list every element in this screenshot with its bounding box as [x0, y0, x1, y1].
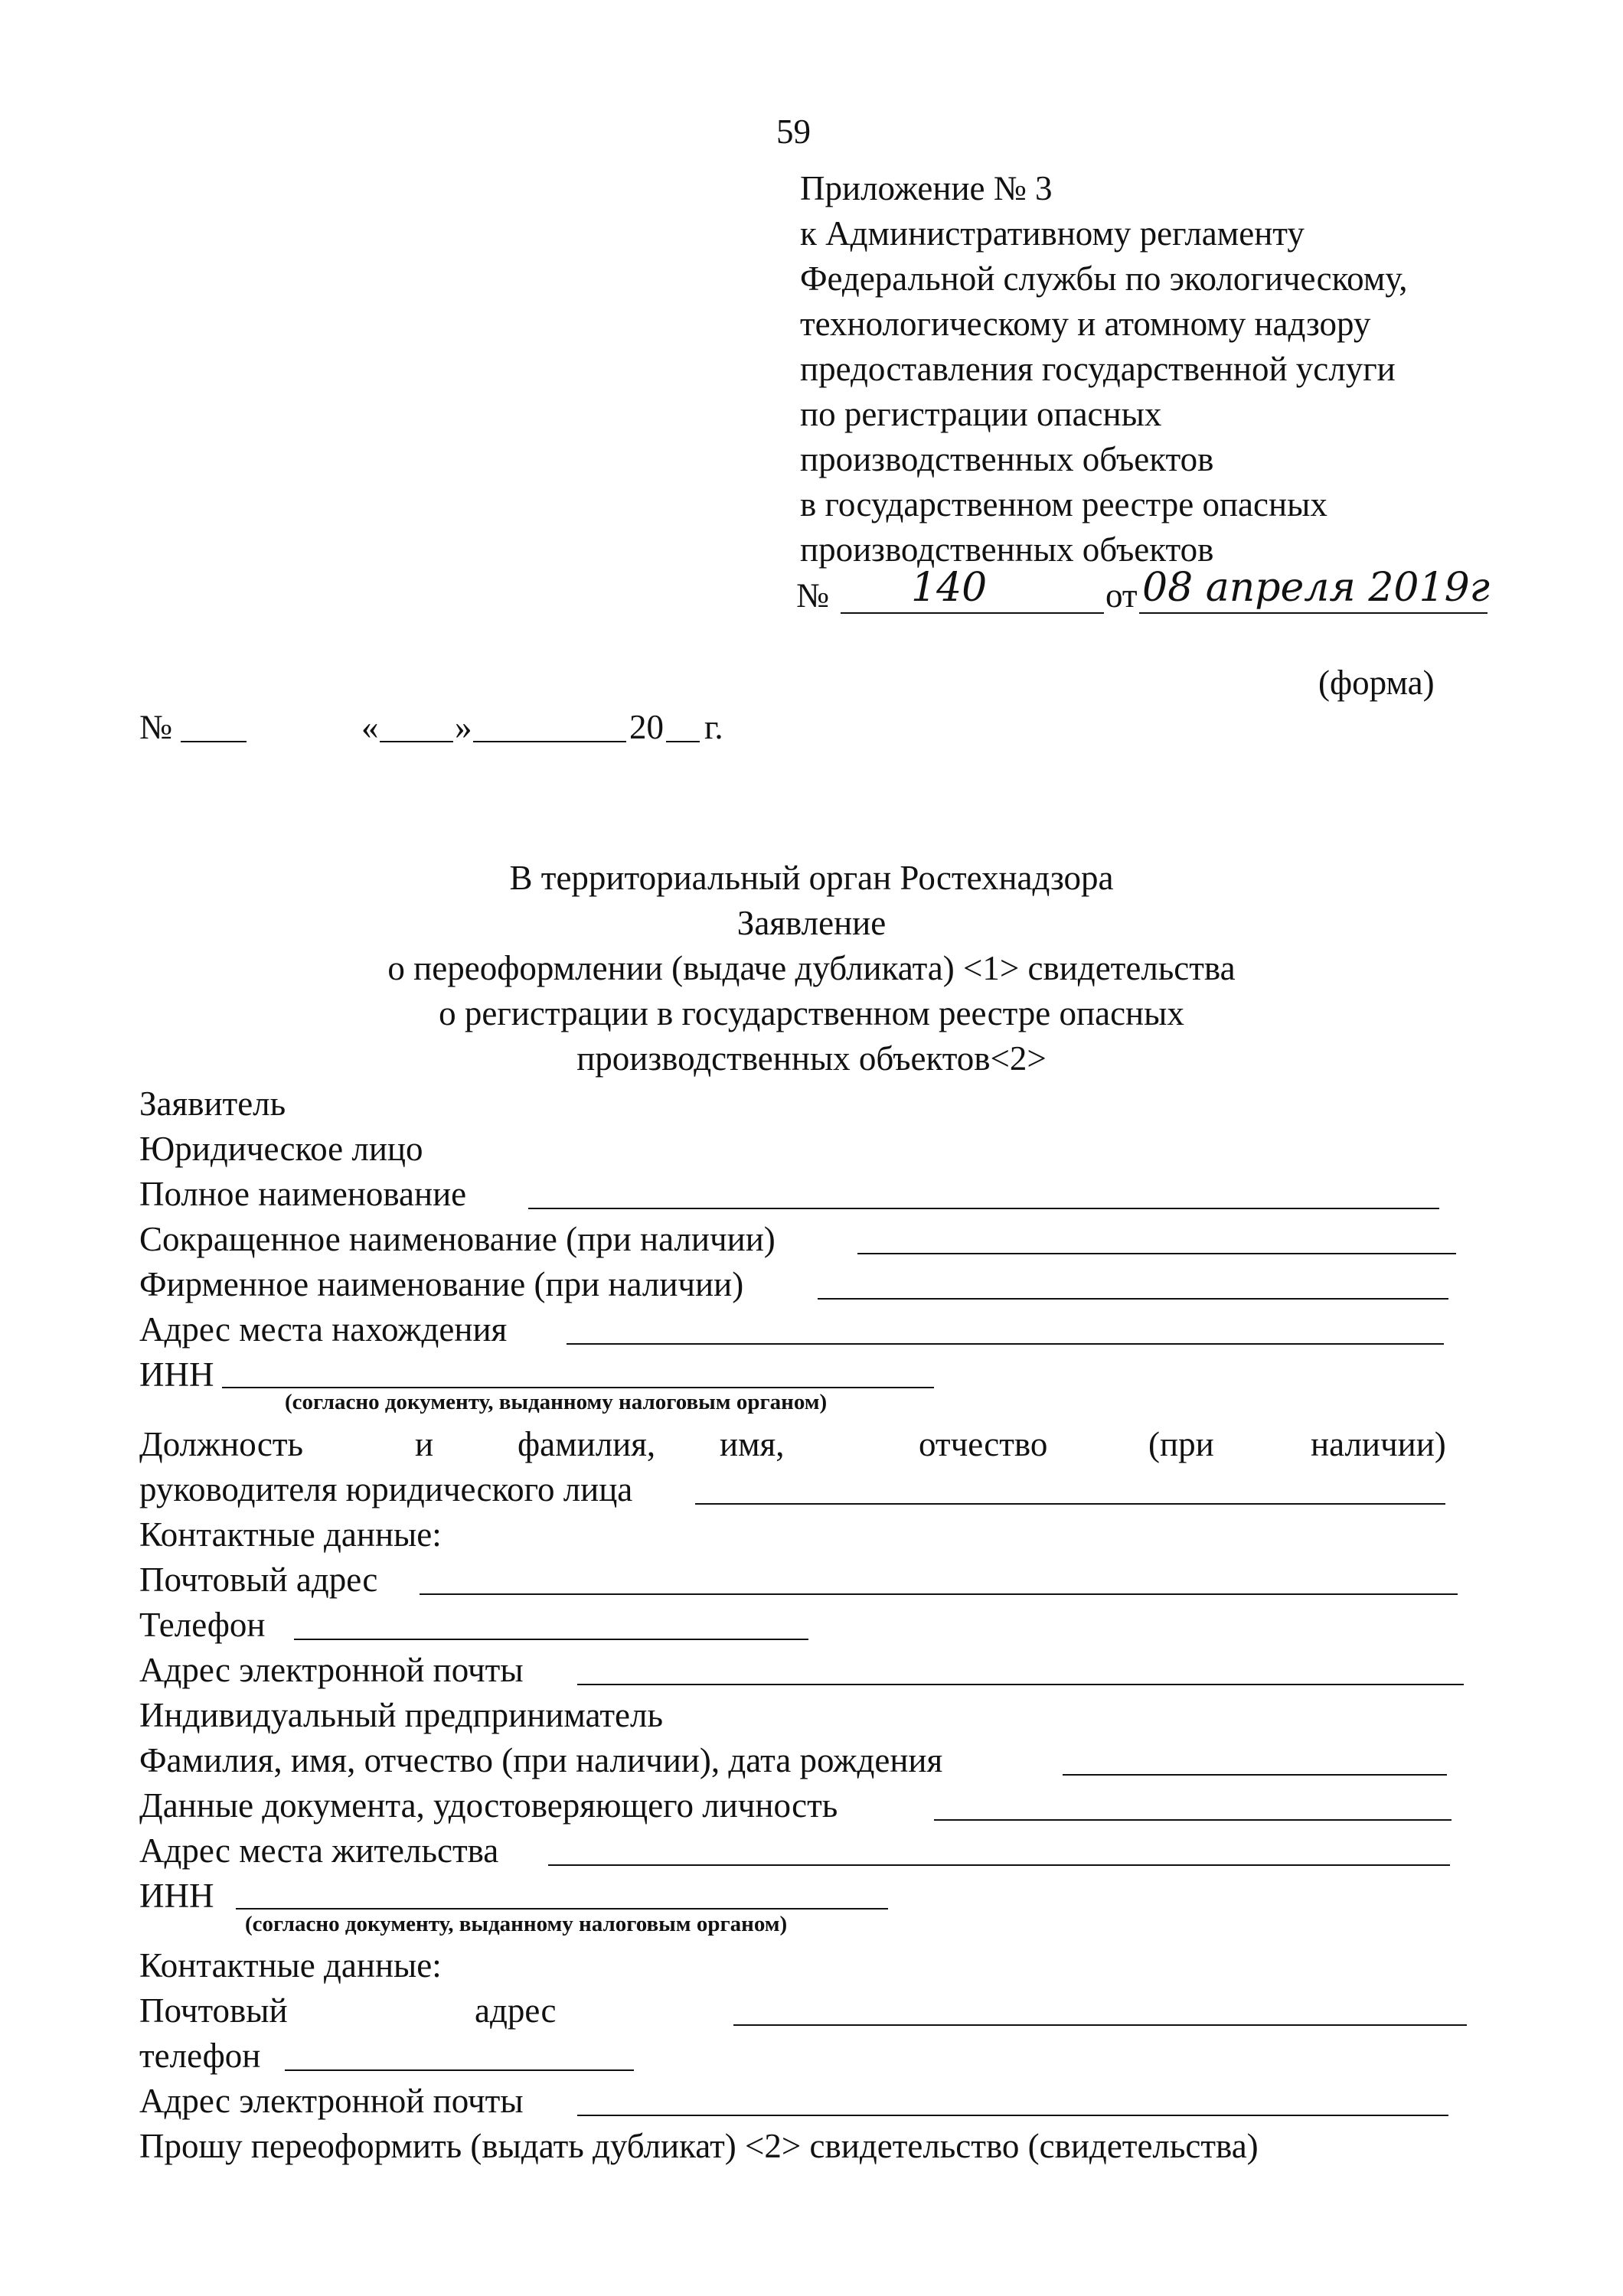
brand-name-label: Фирменное наименование (при наличии)	[139, 1265, 744, 1303]
ip-fio-field[interactable]	[1063, 1774, 1447, 1776]
address-field[interactable]	[567, 1343, 1444, 1345]
full-name-field[interactable]	[528, 1208, 1439, 1209]
order-date-label: от	[1105, 576, 1138, 615]
email-label: Адрес электронной почты	[139, 1651, 524, 1689]
ip-phone-label: телефон	[139, 2037, 261, 2075]
short-name-field[interactable]	[857, 1253, 1456, 1254]
appendix-line: технологическому и атомному надзору	[800, 305, 1371, 343]
postal-field[interactable]	[420, 1593, 1458, 1595]
ip-residence-field[interactable]	[548, 1864, 1450, 1866]
appendix-line: в государственном реестре опасных	[800, 485, 1327, 523]
order-no-underline	[841, 612, 1104, 614]
legal-entity-label: Юридическое лицо	[139, 1130, 423, 1168]
ip-residence-label: Адрес места жительства	[139, 1831, 499, 1870]
email-field[interactable]	[577, 1684, 1464, 1685]
ip-label: Индивидуальный предприниматель	[139, 1696, 663, 1734]
ip-fio-label: Фамилия, имя, отчество (при наличии), дата рождения	[139, 1741, 943, 1779]
reg-no-label: №	[139, 708, 172, 746]
head-word: отчество	[919, 1425, 1048, 1463]
postal-label: Почтовый адрес	[139, 1561, 378, 1599]
inn-label: ИНН	[139, 1355, 214, 1394]
quote-open: «	[361, 708, 379, 746]
brand-name-field[interactable]	[818, 1298, 1448, 1300]
order-no-label: №	[796, 576, 829, 615]
reg-no-blank	[181, 741, 247, 742]
ip-contacts-label: Контактные данные:	[139, 1946, 442, 1985]
head-word: имя,	[720, 1425, 785, 1463]
appendix-line: к Административному регламенту	[800, 214, 1305, 253]
full-name-label: Полное наименование	[139, 1175, 467, 1213]
ip-doc-label: Данные документа, удостоверяющего личность	[139, 1786, 838, 1825]
order-date-handwritten: 08 апреля 2019г	[1142, 565, 1490, 611]
applicant-label: Заявитель	[139, 1084, 286, 1123]
form-label: (форма)	[1318, 664, 1435, 702]
reg-month-blank	[473, 741, 626, 742]
addressee: В территориальный орган Ростехнадзора	[509, 859, 1114, 897]
appendix-line: Федеральной службы по экологическому,	[800, 259, 1408, 298]
ip-inn-field[interactable]	[236, 1908, 888, 1910]
ip-email-field[interactable]	[577, 2115, 1448, 2116]
phone-field[interactable]	[294, 1639, 808, 1640]
reg-year-blank	[666, 741, 700, 742]
order-date-underline	[1139, 612, 1487, 614]
appendix-line: производственных объектов	[800, 530, 1214, 569]
reg-year-suffix: г.	[704, 708, 723, 746]
head-word: наличии)	[1311, 1425, 1446, 1463]
head-word: Должность	[139, 1425, 304, 1463]
ip-postal-label-2: адрес	[475, 1991, 557, 2030]
quote-close: »	[455, 708, 472, 746]
ip-inn-label: ИНН	[139, 1877, 214, 1915]
short-name-label: Сокращенное наименование (при наличии)	[139, 1220, 776, 1258]
head-word: и	[415, 1425, 434, 1463]
head-word: (при	[1148, 1425, 1214, 1463]
order-no-handwritten: 140	[911, 565, 988, 611]
reg-day-blank	[380, 741, 453, 742]
title-line-2: о регистрации в государственном реестре опасных	[439, 994, 1184, 1032]
phone-label: Телефон	[139, 1606, 266, 1644]
head-line-2: руководителя юридического лица	[139, 1470, 633, 1508]
ip-phone-field[interactable]	[285, 2069, 634, 2071]
address-label: Адрес места нахождения	[139, 1310, 508, 1349]
page-number: 59	[776, 113, 811, 151]
head-name-field[interactable]	[695, 1503, 1445, 1505]
contacts-label: Контактные данные:	[139, 1515, 442, 1554]
ip-inn-note: (согласно документу, выданному налоговым органом)	[245, 1912, 788, 1936]
ip-postal-field[interactable]	[733, 2024, 1467, 2026]
ip-doc-field[interactable]	[934, 1819, 1452, 1821]
document-title: Заявление	[736, 904, 887, 942]
request-text: Прошу переоформить (выдать дубликат) <2> свидетельство (свидетельства)	[139, 2127, 1259, 2165]
ip-email-label: Адрес электронной почты	[139, 2082, 524, 2120]
inn-note: (согласно документу, выданному налоговым органом)	[285, 1390, 828, 1414]
appendix-line: по регистрации опасных	[800, 395, 1162, 433]
appendix-line: Приложение № 3	[800, 169, 1053, 207]
appendix-line: производственных объектов	[800, 440, 1214, 478]
appendix-line: предоставления государственной услуги	[800, 350, 1396, 388]
inn-field[interactable]	[222, 1387, 934, 1388]
title-line-1: о переоформлении (выдаче дубликата) <1> свидетельства	[387, 949, 1236, 987]
title-line-3: производственных объектов<2>	[576, 1039, 1047, 1078]
reg-year-prefix: 20	[629, 708, 664, 746]
head-word: фамилия,	[518, 1425, 656, 1463]
ip-postal-label-1: Почтовый	[139, 1991, 288, 2030]
